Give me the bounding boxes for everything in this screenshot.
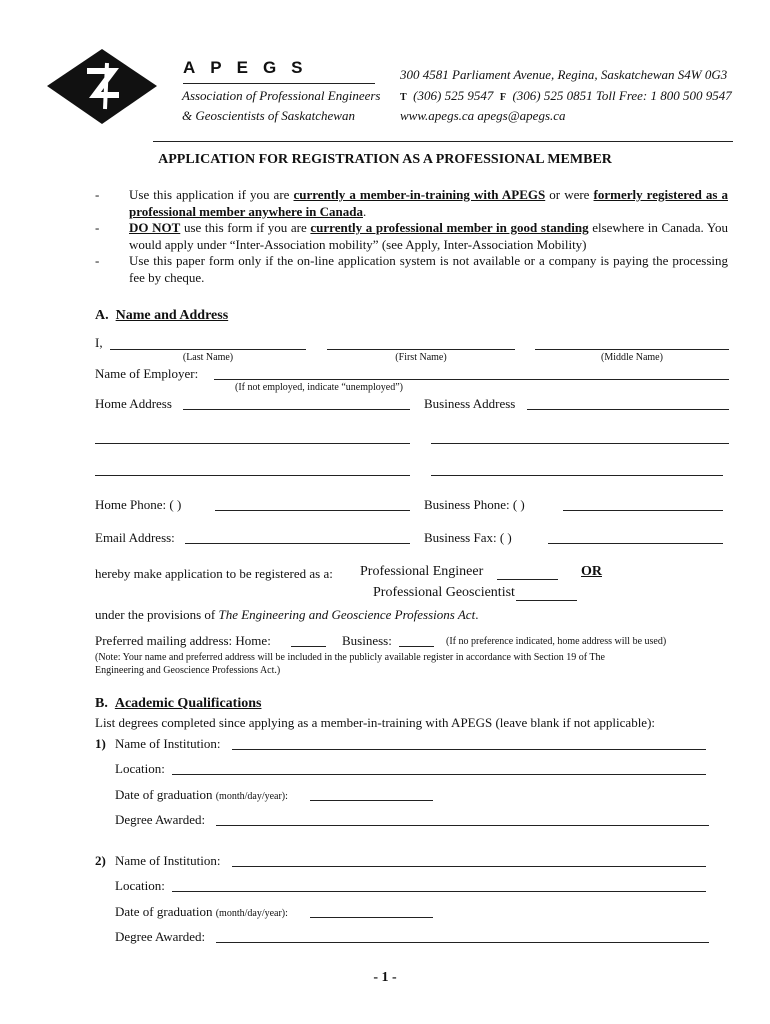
- provisions-text: under the provisions of The Engineering and Geoscience Professions Act.: [95, 607, 479, 622]
- entry-1-location-label: Location:: [115, 761, 165, 776]
- last-name-caption: (Last Name): [182, 352, 234, 363]
- business-address-line-2[interactable]: [431, 443, 729, 444]
- entry-1-institution-field[interactable]: [232, 749, 706, 750]
- application-text: hereby make application to be registered as a:: [95, 566, 333, 581]
- entry-1-grad-label: Date of graduation (month/day/year):: [115, 787, 288, 802]
- business-fax-label: Business Fax: ( ): [424, 530, 512, 545]
- business-address-line-1[interactable]: [527, 409, 729, 410]
- middle-name-field[interactable]: [535, 349, 729, 350]
- email-label: Email Address:: [95, 530, 175, 545]
- employer-note: (If not employed, indicate “unemployed”): [235, 382, 403, 393]
- entry-1-grad-field[interactable]: [310, 800, 433, 801]
- professional-geoscientist-field[interactable]: [516, 600, 577, 601]
- home-address-line-2[interactable]: [95, 443, 410, 444]
- professional-engineer-label: Professional Engineer: [360, 564, 484, 579]
- section-a-heading: A. Name and Address: [95, 308, 229, 323]
- assoc-line-1: Association of Professional Engineers: [182, 88, 381, 103]
- register-note-line-2: Engineering and Geoscience Professions Act.): [95, 665, 281, 676]
- contact-phones: T (306) 525 9547 F (306) 525 0851 Toll Free: 1 800 500 9547: [400, 88, 732, 103]
- entry-2-grad-label: Date of graduation (month/day/year):: [115, 904, 288, 919]
- entry-2-degree-field[interactable]: [216, 942, 709, 943]
- instruction-2: - DO NOT use this form if you are currently a professional member in good standing elsewhere in Canada. You would apply under “Inter-Association mobility” (see Apply, Inter-Association Mobility): [95, 220, 729, 252]
- or-label: OR: [581, 564, 602, 579]
- employer-label: Name of Employer:: [95, 366, 199, 381]
- entry-2-location-field[interactable]: [172, 891, 706, 892]
- web-email: www.apegs.ca apegs@apegs.ca: [400, 108, 566, 123]
- instruction-1: - Use this application if you are currently a member-in-training with APEGS or were formerly registered as a professional member anywhere in Canada.: [95, 187, 728, 219]
- email-field[interactable]: [185, 543, 410, 544]
- section-b-heading: B. Academic Qualifications: [95, 696, 262, 711]
- home-address-label: Home Address: [95, 396, 172, 411]
- entry-2-institution-field[interactable]: [232, 866, 706, 867]
- business-phone-label: Business Phone: ( ): [424, 497, 525, 512]
- entry-1-location-field[interactable]: [172, 774, 706, 775]
- business-fax-field[interactable]: [548, 543, 723, 544]
- entry-1-degree-label: Degree Awarded:: [115, 812, 206, 827]
- mailing-note: (If no preference indicated, home address will be used): [446, 636, 667, 647]
- entry-2-grad-field[interactable]: [310, 917, 433, 918]
- mailing-label: Preferred mailing address: Home:: [95, 633, 271, 648]
- entry-2-institution-label: Name of Institution:: [115, 853, 221, 868]
- home-address-line-1[interactable]: [183, 409, 410, 410]
- section-b-intro: List degrees completed since applying as a member-in-training with APEGS (leave blank if not applicable):: [95, 715, 656, 730]
- brand-rule: [183, 83, 375, 84]
- business-address-label: Business Address: [424, 396, 516, 411]
- form-title: APPLICATION FOR REGISTRATION AS A PROFESSIONAL MEMBER: [158, 152, 612, 167]
- header-divider: [153, 141, 733, 142]
- page-number: - 1 -: [373, 970, 397, 985]
- apegs-logo: [47, 49, 157, 124]
- first-name-field[interactable]: [327, 349, 515, 350]
- mailing-business-field[interactable]: [399, 646, 434, 647]
- i-label: I,: [95, 335, 103, 350]
- entry-2-location-label: Location:: [115, 878, 165, 893]
- instruction-3: - Use this paper form only if the on-line application system is not available or a company is paying the processing fee by cheque.: [95, 253, 728, 285]
- entry-1-institution-label: Name of Institution:: [115, 736, 221, 751]
- mailing-business-label: Business:: [342, 633, 392, 648]
- entry-1-degree-field[interactable]: [216, 825, 709, 826]
- entry-1-number: 1): [95, 736, 106, 751]
- professional-engineer-field[interactable]: [497, 579, 558, 580]
- home-phone-field[interactable]: [215, 510, 410, 511]
- register-note-line-1: (Note: Your name and preferred address will be included in the publicly available register in accordance with Section 19 of The: [95, 652, 605, 663]
- employer-field[interactable]: [214, 379, 729, 380]
- entry-2-number: 2): [95, 853, 106, 868]
- instructions-list: [95, 187, 728, 286]
- mailing-home-field[interactable]: [291, 646, 326, 647]
- business-address-line-3[interactable]: [431, 475, 723, 476]
- street-address: 300 4581 Parliament Avenue, Regina, Saskatchewan S4W 0G3: [400, 67, 728, 82]
- entry-2-degree-label: Degree Awarded:: [115, 929, 206, 944]
- last-name-field[interactable]: [110, 349, 306, 350]
- home-address-line-3[interactable]: [95, 475, 410, 476]
- brand-name: APEGS: [183, 58, 318, 77]
- home-phone-label: Home Phone: ( ): [95, 497, 182, 512]
- assoc-line-2: & Geoscientists of Saskatchewan: [182, 108, 355, 123]
- first-name-caption: (First Name): [395, 352, 447, 363]
- professional-geoscientist-label: Professional Geoscientist: [373, 585, 515, 600]
- middle-name-caption: (Middle Name): [601, 352, 663, 363]
- business-phone-field[interactable]: [563, 510, 723, 511]
